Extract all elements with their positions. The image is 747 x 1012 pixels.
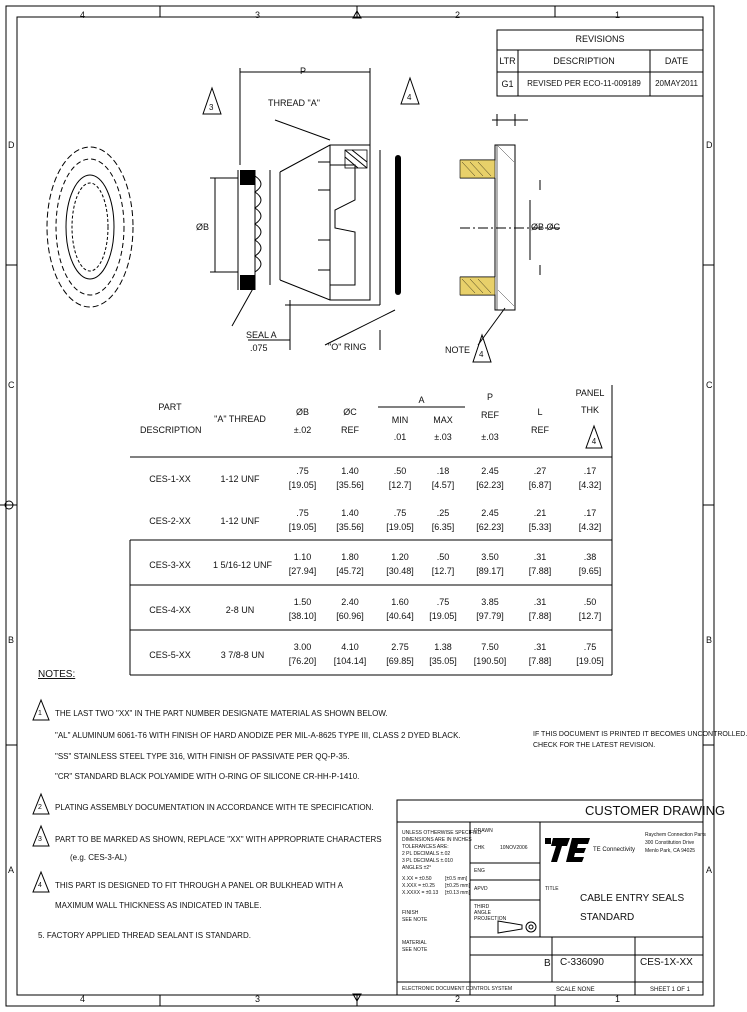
- tol-line-3: X.XXXX = ±0.13: [402, 890, 439, 896]
- cell-thk-mm: [4.32]: [578, 522, 602, 532]
- zone-left-a: A: [8, 865, 15, 875]
- dim-bc-label: ØB ØC: [531, 222, 561, 232]
- approved-label: APVD: [474, 886, 488, 892]
- cell-part: CES-2-XX: [149, 516, 191, 526]
- zone-right-b: B: [706, 635, 713, 645]
- cell-max: .18: [436, 466, 450, 476]
- note-1-number: 1: [38, 710, 42, 717]
- size-value: B: [544, 958, 551, 969]
- header-panel-flag: 4: [591, 437, 597, 446]
- cell-p-mm: [190.50]: [473, 656, 507, 666]
- cell-min: 1.20: [391, 552, 409, 562]
- engineer-label: ENG: [474, 868, 485, 874]
- cell-p-mm: [62.23]: [476, 480, 504, 490]
- revisions-col-date: DATE: [664, 56, 689, 66]
- revisions-row-desc: REVISED PER ECO-11-009189: [527, 79, 641, 88]
- cell-min: .50: [393, 466, 407, 476]
- cell-thread: 1-12 UNF: [220, 474, 260, 484]
- title-label: TITLE: [545, 886, 559, 892]
- cell-thk: .17: [583, 466, 597, 476]
- disclaimer-line-1: UNLESS OTHERWISE SPECIFIED: [402, 830, 482, 836]
- header-c: ØC: [343, 407, 357, 417]
- cell-c-mm: [45.72]: [336, 566, 364, 576]
- cell-max: .50: [436, 552, 450, 562]
- notes-title: NOTES:: [38, 669, 76, 680]
- tol-mm-3: [±0.13 mm]: [445, 890, 470, 896]
- cell-l-mm: [7.88]: [528, 611, 552, 621]
- revisions-row-date: 20MAY2011: [655, 79, 698, 88]
- cell-thk: .38: [583, 552, 597, 562]
- cell-b: .75: [296, 466, 309, 476]
- company-addr-2: 300 Constitution Drive: [645, 840, 695, 846]
- header-description: DESCRIPTION: [140, 425, 202, 435]
- revisions-row-ltr: G1: [501, 79, 514, 89]
- zone-left-c: C: [8, 380, 15, 390]
- note-4-line-1: THIS PART IS DESIGNED TO FIT THROUGH A PANEL OR BULKHEAD WITH A: [55, 881, 343, 890]
- seal-a-label: SEAL A: [246, 330, 277, 340]
- cell-l: .31: [533, 552, 547, 562]
- tol-mm-1: [±0.5 mm]: [445, 876, 468, 882]
- cell-b-mm: [19.05]: [288, 480, 317, 490]
- disclaimer-line-5: 3 PL DECIMALS ±.010: [402, 858, 453, 864]
- header-p-tol: ±.03: [481, 432, 499, 442]
- flag-4-number: 4: [407, 93, 412, 102]
- disclaimer-line-3: TOLERANCES ARE:: [402, 844, 449, 850]
- cell-thk: .75: [583, 642, 597, 652]
- note-2-number: 2: [38, 804, 42, 811]
- cell-b: 3.00: [293, 642, 312, 652]
- cell-p: 3.85: [481, 597, 499, 607]
- cell-max-mm: [12.7]: [431, 566, 455, 576]
- cell-min-mm: [40.64]: [386, 611, 414, 621]
- header-l-ref: REF: [531, 425, 549, 435]
- company-name: TE Connectivity: [593, 847, 636, 853]
- dim-b-label: ØB: [196, 222, 210, 232]
- cell-c-mm: [60.96]: [336, 611, 364, 621]
- note-1-line-3: "SS" STAINLESS STEEL TYPE 316, WITH FINISH OF PASSIVATE PER QQ-P-35.: [55, 752, 350, 761]
- cell-part: CES-3-XX: [149, 560, 191, 570]
- cell-c: 1.80: [341, 552, 359, 562]
- cell-b-mm: [27.94]: [288, 566, 317, 576]
- cell-c: 1.40: [341, 466, 359, 476]
- note-1-line-4: "CR" STANDARD BLACK POLYAMIDE WITH O-RING OF SILICONE CR-HH-P-1410.: [55, 772, 360, 781]
- cell-p-mm: [62.23]: [476, 522, 504, 532]
- cell-part: CES-1-XX: [149, 474, 191, 484]
- thread-a-label: THREAD "A": [268, 98, 320, 108]
- scale-label: SCALE NONE: [556, 987, 595, 993]
- cell-min-mm: [19.05]: [386, 522, 414, 532]
- zone-bottom-2: 2: [455, 994, 461, 1004]
- cell-min: 2.75: [391, 642, 409, 652]
- revisions-title: REVISIONS: [575, 34, 625, 44]
- cell-b: 1.10: [293, 552, 312, 562]
- cell-c-mm: [104.14]: [333, 656, 367, 666]
- note-1-line-1: THE LAST TWO "XX" IN THE PART NUMBER DESIGNATE MATERIAL AS SHOWN BELOW.: [55, 709, 388, 718]
- cell-p-mm: [89.17]: [476, 566, 504, 576]
- cell-c-mm: [35.56]: [336, 480, 364, 490]
- note-1-line-2: "AL" ALUMINUM 6061-T6 WITH FINISH OF HARD ANODIZE PER MIL-A-8625 TYPE III, CLASS 2 DYED BLACK.: [55, 731, 461, 740]
- zone-left-d: D: [8, 140, 15, 150]
- title-line-1: CABLE ENTRY SEALS: [580, 893, 685, 904]
- header-l: L: [537, 407, 543, 417]
- note-5-text: 5. FACTORY APPLIED THREAD SEALANT IS STANDARD.: [38, 931, 251, 940]
- cell-max: .75: [436, 597, 450, 607]
- cell-l-mm: [7.88]: [528, 656, 552, 666]
- header-c-ref: REF: [341, 425, 359, 435]
- cell-max: 1.38: [434, 642, 452, 652]
- cell-part: CES-5-XX: [149, 650, 191, 660]
- tol-mm-2: [±0.25 mm]: [445, 883, 470, 889]
- zone-bottom-4: 4: [80, 994, 86, 1004]
- cell-max-mm: [35.05]: [429, 656, 457, 666]
- cell-max-mm: [19.05]: [429, 611, 457, 621]
- uncontrolled-line-2: CHECK FOR THE LATEST REVISION.: [533, 742, 656, 749]
- revisions-col-desc: DESCRIPTION: [553, 56, 615, 66]
- header-panel: PANEL: [575, 388, 605, 398]
- header-part: PART: [158, 402, 182, 412]
- note-3-line-2: (e.g. CES-3-AL): [70, 853, 127, 862]
- sheet-label: SHEET 1 OF 1: [650, 987, 690, 993]
- note-4-line-2: MAXIMUM WALL THICKNESS AS INDICATED IN TABLE.: [55, 901, 262, 910]
- drawn-label: DRAWN: [474, 828, 493, 834]
- header-thread: "A" THREAD: [214, 414, 266, 424]
- flag-note-number: 4: [479, 350, 484, 359]
- cell-p: 2.45: [481, 466, 499, 476]
- company-addr-1: Raychem Connection Parts: [645, 832, 706, 838]
- zone-bottom-3: 3: [255, 994, 261, 1004]
- cell-c: 4.10: [341, 642, 359, 652]
- cell-max: .25: [436, 508, 450, 518]
- disclaimer-line-4: 2 PL DECIMALS ±.02: [402, 851, 451, 857]
- cell-part: CES-4-XX: [149, 605, 191, 615]
- cell-thread: 2-8 UN: [225, 605, 255, 615]
- cell-thread: 1-12 UNF: [220, 516, 260, 526]
- header-thk: THK: [581, 405, 599, 415]
- cell-l: .27: [533, 466, 547, 476]
- cell-thread: 1 5/16-12 UNF: [212, 560, 273, 570]
- cell-min-mm: [12.7]: [388, 480, 412, 490]
- cell-min-mm: [30.48]: [386, 566, 414, 576]
- cell-l-mm: [5.33]: [528, 522, 552, 532]
- zone-right-c: C: [706, 380, 713, 390]
- finish-line-1: FINISH: [402, 910, 419, 916]
- finish-line-2: SEE NOTE: [402, 917, 428, 923]
- title-line-2: STANDARD: [580, 912, 635, 923]
- note-4-number: 4: [38, 882, 42, 889]
- cell-p: 7.50: [481, 642, 499, 652]
- header-min: MIN: [391, 415, 409, 425]
- zone-top-3: 3: [255, 10, 261, 20]
- cell-thk: .50: [583, 597, 597, 607]
- company-addr-3: Menlo Park, CA 94025: [645, 848, 696, 854]
- cell-c: 2.40: [341, 597, 359, 607]
- zone-left-b: B: [8, 635, 15, 645]
- cell-min-mm: [69.85]: [386, 656, 414, 666]
- seal-a-value: .075: [250, 343, 268, 353]
- cell-l-mm: [6.87]: [528, 480, 552, 490]
- revisions-col-ltr: LTR: [499, 56, 516, 66]
- cell-l: .31: [533, 597, 547, 607]
- o-ring-label: "O" RING: [328, 342, 367, 352]
- cell-min: 1.60: [391, 597, 409, 607]
- cell-b: 1.50: [293, 597, 312, 607]
- cell-p-mm: [97.79]: [476, 611, 504, 621]
- cell-max-mm: [6.35]: [431, 522, 455, 532]
- cell-p: 2.45: [481, 508, 499, 518]
- cell-b-mm: [19.05]: [288, 522, 317, 532]
- cell-thk-mm: [19.05]: [576, 656, 604, 666]
- cell-b-mm: [38.10]: [288, 611, 317, 621]
- cell-max-mm: [4.57]: [431, 480, 455, 490]
- material-line-1: MATERIAL: [402, 940, 427, 946]
- zone-top-4: 4: [80, 10, 86, 20]
- cell-b-mm: [76.20]: [288, 656, 317, 666]
- drawn-date: 10NOV2006: [500, 845, 528, 851]
- footer-text: ELECTRONIC DOCUMENT CONTROL SYSTEM: [402, 986, 513, 992]
- cell-l-mm: [7.88]: [528, 566, 552, 576]
- cell-min: .75: [393, 508, 407, 518]
- customer-drawing-label: CUSTOMER DRAWING: [585, 803, 726, 818]
- cell-c: 1.40: [341, 508, 359, 518]
- zone-right-a: A: [706, 865, 713, 875]
- cell-b: .75: [296, 508, 309, 518]
- header-max-tol: ±.03: [434, 432, 452, 442]
- note-2-text: PLATING ASSEMBLY DOCUMENTATION IN ACCORDANCE WITH TE SPECIFICATION.: [55, 803, 374, 812]
- cell-l: .21: [533, 508, 547, 518]
- cell-thk-mm: [4.32]: [578, 480, 602, 490]
- note-3-line-1: PART TO BE MARKED AS SHOWN, REPLACE "XX" WITH APPROPRIATE CHARACTERS: [55, 835, 382, 844]
- dim-p-label: P: [300, 66, 307, 76]
- header-p: P: [486, 392, 493, 402]
- uncontrolled-line-1: IF THIS DOCUMENT IS PRINTED IT BECOMES UNCONTROLLED.: [533, 731, 747, 738]
- material-line-2: SEE NOTE: [402, 947, 428, 953]
- cell-thread: 3 7/8-8 UN: [220, 650, 265, 660]
- note-label: NOTE: [445, 345, 471, 355]
- tol-line-2: X.XXX = ±0.25: [402, 883, 435, 889]
- flag-3-number: 3: [209, 103, 214, 112]
- doc-number: C-336090: [560, 957, 604, 968]
- cell-p: 3.50: [481, 552, 499, 562]
- header-a: A: [418, 395, 425, 405]
- zone-top-2: 2: [455, 10, 461, 20]
- header-b: ØB: [295, 407, 309, 417]
- cell-c-mm: [35.56]: [336, 522, 364, 532]
- checked-label: CHK: [474, 845, 485, 851]
- tol-line-1: X.XX = ±0.50: [402, 876, 432, 882]
- disclaimer-line-6: ANGLES ±2°: [402, 865, 432, 871]
- cell-thk: .17: [583, 508, 597, 518]
- cell-thk-mm: [9.65]: [578, 566, 602, 576]
- header-p-ref: REF: [481, 410, 499, 420]
- note-3-number: 3: [38, 836, 42, 843]
- disclaimer-line-2: DIMENSIONS ARE IN INCHES: [402, 837, 472, 843]
- projection-label: THIRD ANGLE PROJECTION: [474, 904, 507, 922]
- part-number: CES-1X-XX: [640, 957, 693, 968]
- header-max: MAX: [433, 415, 453, 425]
- zone-bottom-1: 1: [615, 994, 621, 1004]
- zone-top-1: 1: [615, 10, 621, 20]
- cell-l: .31: [533, 642, 547, 652]
- header-min-tol: .01: [393, 432, 407, 442]
- header-b-tol: ±.02: [293, 425, 312, 435]
- zone-right-d: D: [706, 140, 713, 150]
- cell-thk-mm: [12.7]: [578, 611, 602, 621]
